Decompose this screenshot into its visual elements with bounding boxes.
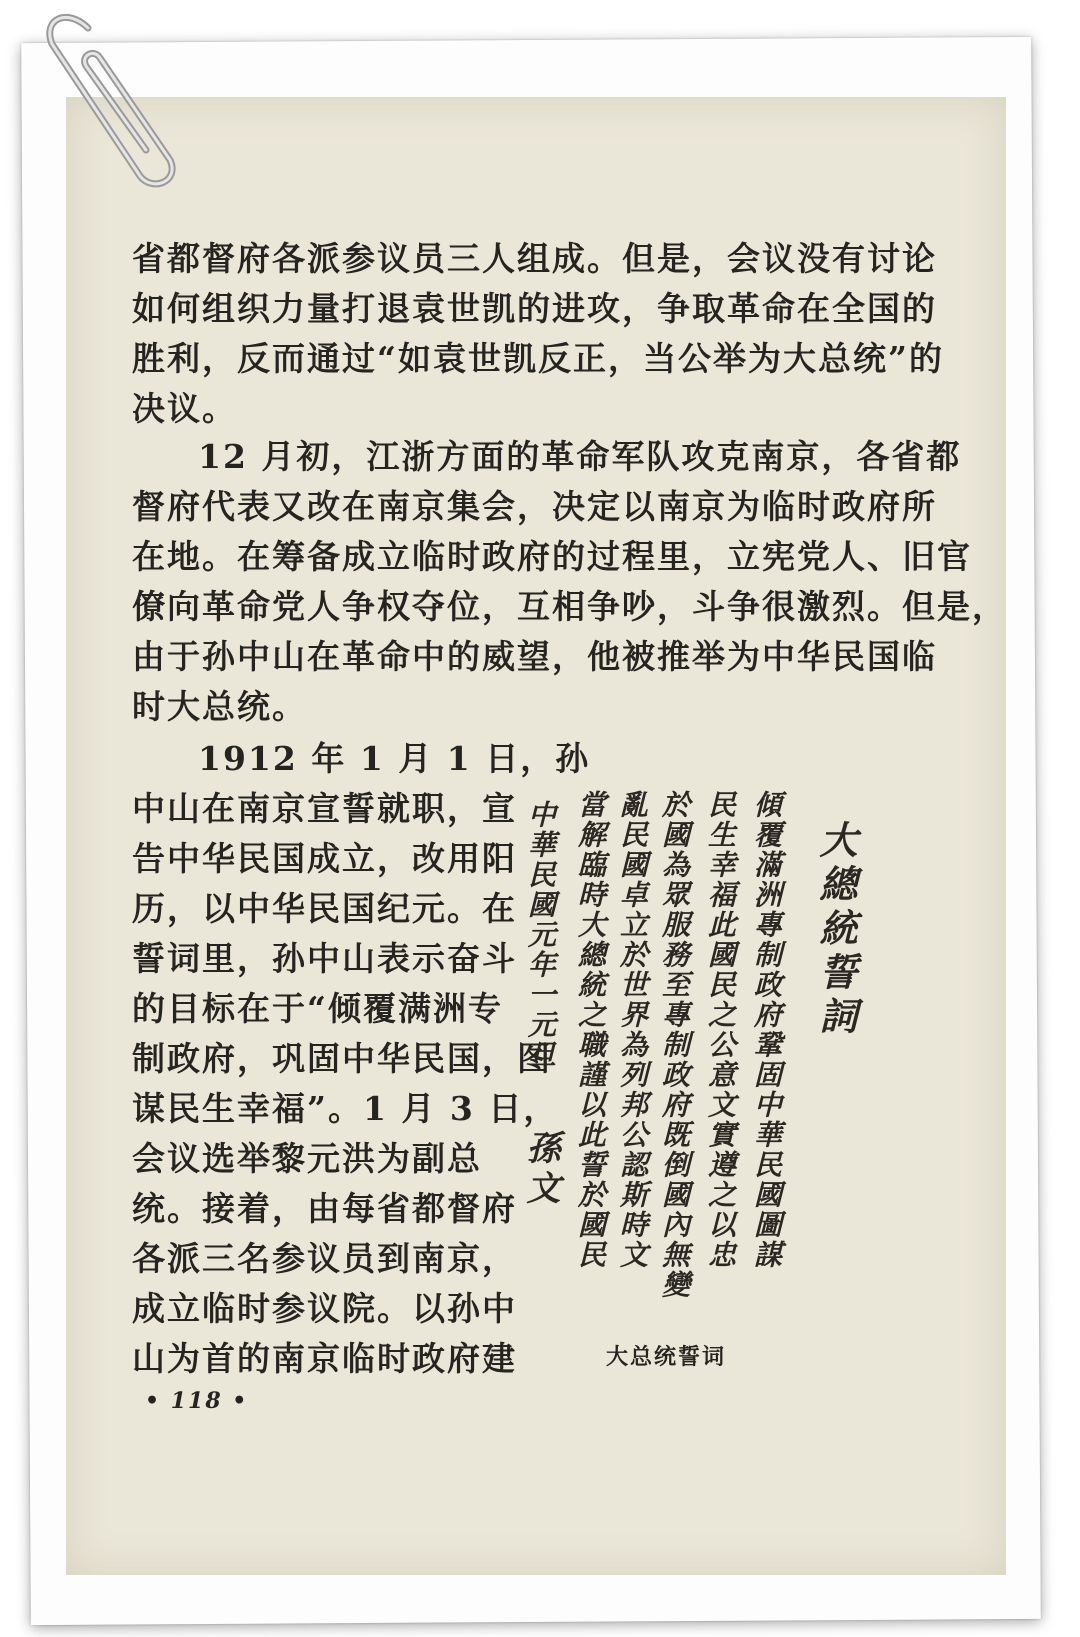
oath-date-column: 中華民國元年一元旦 [524, 800, 557, 1070]
paperclip-icon [20, 0, 200, 200]
text-line: 誓词里，孙中山表示奋斗 [132, 939, 517, 978]
text-line: 谋民生幸福”。1 月 3 日， [132, 1089, 559, 1128]
oath-signature: 孫文 [520, 1130, 560, 1210]
oath-title: 大總統誓詞 [813, 820, 858, 1040]
text-line: 各派三名参议员到南京， [132, 1239, 517, 1278]
text-line: 成立临时参议院。以孙中 [132, 1289, 517, 1328]
text-line: 告中华民国成立，改用阳 [132, 839, 517, 878]
oath-column: 民生幸福此國民之公意文實遵之以忠 [704, 790, 737, 1270]
text-line: 12 月初，江浙方面的革命军队攻克南京，各省都 [198, 437, 962, 476]
figure-caption: 大总统誓词 [606, 1345, 727, 1370]
oath-column: 亂民國卓立於世界為列邦公認斯時文 [616, 790, 649, 1270]
text-line: 统。接着，由每省都督府 [132, 1189, 517, 1228]
text-line: 在地。在筹备成立临时政府的过程里，立宪党人、旧官 [132, 537, 972, 576]
text-line: 如何组织力量打退袁世凯的进攻，争取革命在全国的 [132, 289, 937, 328]
text-line: 决议。 [132, 389, 237, 428]
text-line: 时大总统。 [132, 687, 307, 726]
text-line: 督府代表又改在南京集会，决定以南京为临时政府所 [132, 487, 937, 526]
paragraph-december [132, 432, 1007, 732]
text-line: 制政府，巩固中华民国，图 [132, 1039, 552, 1078]
oath-column: 傾覆滿洲專制政府鞏固中華民國圖謀 [750, 790, 783, 1270]
text-line: 1912 年 1 月 1 日，孙 [198, 739, 591, 778]
text-line: 山为首的南京临时政府建 [132, 1339, 517, 1378]
text-line: 历，以中华民国纪元。在 [132, 889, 517, 928]
oath-column: 於國為眾服務至專制政府既倒國內無變 [658, 790, 691, 1300]
page-number: • 118 • [145, 1388, 249, 1414]
text-line: 中山在南京宣誓就职，宣 [132, 789, 517, 828]
oath-column: 當解臨時大總統之職謹以此誓於國民 [574, 790, 607, 1270]
text-line: 的目标在于“倾覆满洲专 [132, 989, 503, 1028]
text-line: 省都督府各派参议员三人组成。但是，会议没有讨论 [132, 239, 937, 278]
text-line: 胜利，反而通过“如袁世凯反正，当公举为大总统”的 [132, 339, 944, 378]
text-line: 由于孙中山在革命中的威望，他被推举为中华民国临 [132, 637, 937, 676]
paragraph-continued [132, 234, 944, 434]
text-line: 会议选举黎元洪为副总 [132, 1139, 482, 1178]
text-line: 僚向革命党人争权夺位，互相争吵，斗争很激烈。但是， [132, 587, 1007, 626]
